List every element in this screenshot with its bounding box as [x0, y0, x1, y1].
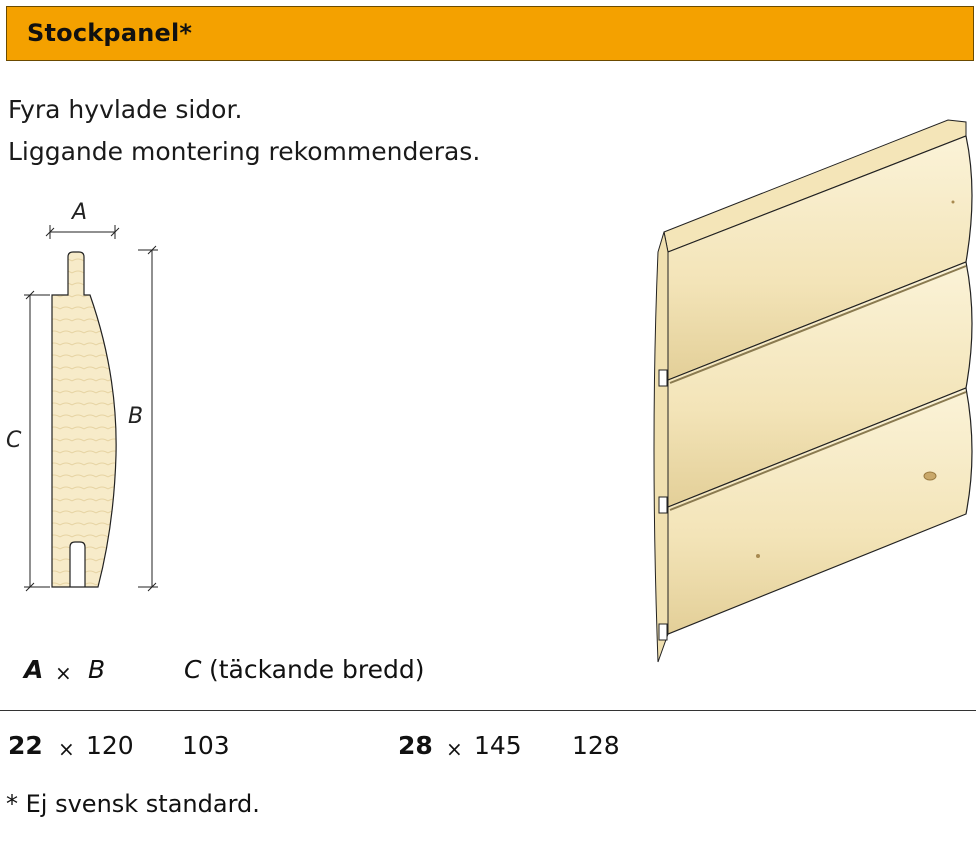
dimension-c-label: C	[6, 428, 22, 453]
dimension-a-label: A	[72, 200, 88, 225]
profile-diagram	[0, 195, 180, 600]
row2-b: 145	[474, 731, 522, 760]
page-title: Stockpanel*	[27, 19, 193, 47]
divider	[0, 710, 976, 711]
row1-a: 22	[8, 731, 43, 760]
row2-times: ×	[446, 737, 463, 761]
header-c: C	[184, 655, 202, 684]
header-times: ×	[55, 661, 72, 685]
dimension-b-label: B	[128, 404, 144, 429]
description-line-2: Liggande montering rekommenderas.	[8, 137, 481, 166]
header-bar	[6, 6, 974, 61]
row1-b: 120	[86, 731, 134, 760]
footnote: * Ej svensk standard.	[6, 790, 260, 818]
row1-c: 103	[182, 731, 230, 760]
wall-panel-illustration	[648, 112, 976, 672]
row1-times: ×	[58, 737, 75, 761]
header-b: B	[88, 655, 106, 684]
row2-c: 128	[572, 731, 620, 760]
header-a: A	[24, 655, 44, 684]
header-c-note: (täckande bredd)	[209, 655, 425, 684]
row2-a: 28	[398, 731, 433, 760]
description-line-1: Fyra hyvlade sidor.	[8, 95, 243, 124]
